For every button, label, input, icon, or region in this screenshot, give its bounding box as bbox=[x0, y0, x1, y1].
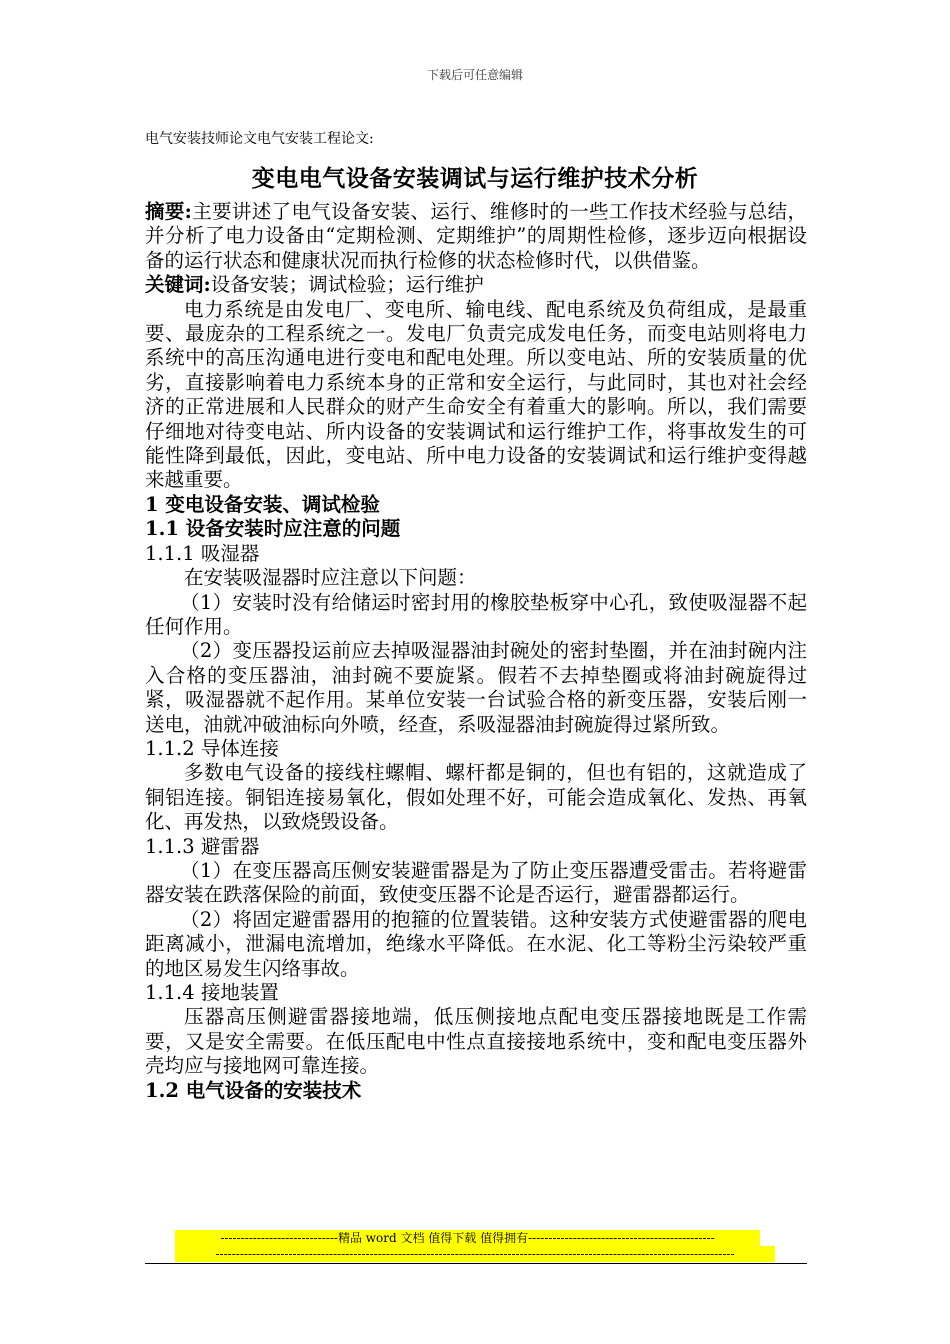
section-1-1-3-item-1: （1）在变压器高压侧安装避雷器是为了防止变压器遭受雷击。若将避雷器安装在跌落保险的前面，致使变压器不论是否运行，避雷器都运行。 bbox=[145, 858, 807, 907]
keywords-text: 设备安装；调试检验；运行维护 bbox=[210, 273, 484, 297]
section-1-1-4-text: 压器高压侧避雷器接地端，低压侧接地点配电变压器接地既是工作需要，又是安全需要。在低压配电中性点直接接地系统中，变和配电变压器外壳均应与接地网可靠连接。 bbox=[145, 1005, 807, 1078]
source-line: 电气安装技师论文电气安装工程论文: bbox=[145, 131, 374, 147]
section-1-1-1-lead: 在安装吸湿器时应注意以下问题： bbox=[184, 566, 477, 590]
footer-banner bbox=[175, 1230, 775, 1262]
section-1-1-1-item-1: （1）安装时没有给储运时密封用的橡胶垫板穿中心孔，致使吸湿器不起任何作用。 bbox=[145, 590, 807, 638]
footer-banner-line-1: -----------------------------精品 word 文档 值得下载 值得拥有---------------------------------------------- bbox=[175, 1230, 760, 1246]
section-1-1-4-heading: 1.1.4 接地装置 bbox=[145, 981, 279, 1004]
section-1-1-3-heading: 1.1.3 避雷器 bbox=[145, 834, 260, 858]
section-1-1-1-heading: 1.1.1 吸湿器 bbox=[145, 541, 260, 565]
footer-banner-line-2: -------------------------------------------------------------------------------------------------------------------------------- bbox=[175, 1246, 775, 1262]
footer-rule bbox=[145, 1263, 807, 1264]
abstract bbox=[145, 200, 807, 273]
abstract-text: 主要讲述了电气设备安装、运行、维修时的一些工作技术经验与总结，并分析了电力设备由“定期检测、定期维护”的周期性检修，逐步迈向根据设备的运行状态和健康状况而执行检修的状态检修时代，以供借鉴。 bbox=[145, 200, 807, 272]
section-1-1-2-text: 多数电气设备的接线柱螺帽、螺杆都是铜的，但也有铝的，这就造成了铜铝连接。铜铝连接易氧化，假如处理不好，可能会造成氧化、发热、再氧化、再发热，以致烧毁设备。 bbox=[145, 761, 807, 834]
section-1-1-1-item-2: （2）变压器投运前应去掉吸湿器油封碗处的密封垫圈，并在油封碗内注入合格的变压器油，油封碗不要旋紧。假若不去掉垫圈或将油封碗旋得过紧，吸湿器就不起作用。某单位安装一台试验合格的新变压器，安装后刚一送电，油就冲破油标向外喷，经查，系吸湿器油封碗旋得过紧所致。 bbox=[145, 639, 807, 736]
keywords-label: 关键词: bbox=[145, 273, 211, 297]
section-1-1-3-item-2: （2）将固定避雷器用的抱箍的位置装错。这种安装方式使避雷器的爬电距离减小，泄漏电流增加，绝缘水平降低。在水泥、化工等粉尘污染较严重的地区易发生闪络事故。 bbox=[145, 907, 807, 980]
header-note: 下载后可任意编辑 bbox=[426, 68, 523, 82]
section-1-heading: 1 变电设备安装、调试检验 bbox=[145, 492, 380, 516]
intro-paragraph: 电力系统是由发电厂、变电所、输电线、配电系统及负荷组成，是最重要、最庞杂的工程系统之一。发电厂负责完成发电任务，而变电站则将电力系统中的高压沟通电进行变电和配电处理。所以变电站、所的安装质量的优劣，直接影响着电力系统本身的正常和安全运行，与此同时，其也对社会经济的正常进展和人民群众的财产生命安全有着重大的影响。所以，我们需要仔细地对待变电站、所内设备的安装调试和运行维护工作，将事故发生的可能性降到最低，因此，变电站、所中电力设备的安装调试和运行维护变得越来越重要。 bbox=[145, 297, 807, 492]
document-title: 变电电气设备安装调试与运行维护技术分析 bbox=[251, 165, 699, 192]
abstract-label: 摘要: bbox=[145, 200, 192, 223]
keywords bbox=[145, 273, 807, 297]
section-1-1-heading: 1.1 设备安装时应注意的问题 bbox=[145, 517, 401, 541]
section-1-2-heading: 1.2 电气设备的安装技术 bbox=[145, 1078, 362, 1102]
section-1-1-2-heading: 1.1.2 导体连接 bbox=[145, 736, 279, 760]
document-body bbox=[145, 200, 807, 1103]
